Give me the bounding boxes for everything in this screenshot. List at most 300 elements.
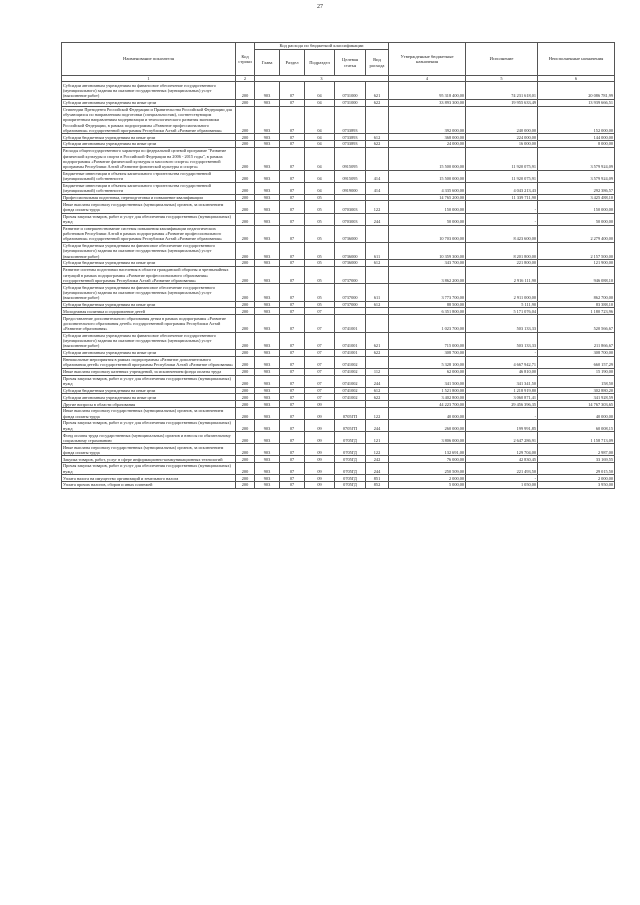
row-glava: 903 [255, 368, 280, 375]
row-approved: 308 700,00 [389, 349, 466, 356]
row-name: Уплата налога на имущество организаций и земельного налога [62, 475, 236, 482]
row-razdel: 07 [280, 444, 305, 456]
row-razdel: 07 [280, 301, 305, 308]
row-approved: 76 000,00 [389, 456, 466, 463]
row-approved: 44 223 700,00 [389, 401, 466, 408]
row-target [335, 308, 366, 315]
row-approved: 50 000,00 [389, 213, 466, 225]
row-razdel: 07 [280, 332, 305, 349]
table-row [62, 182, 615, 194]
row-podrazdel: 04 [305, 82, 335, 99]
row-razdel: 07 [280, 170, 305, 182]
row-code: 200 [236, 301, 255, 308]
row-vid: 112 [366, 368, 389, 375]
row-glava: 903 [255, 201, 280, 213]
row-vid [366, 315, 389, 332]
table-row [62, 444, 615, 456]
row-glava: 903 [255, 375, 280, 387]
row-target: 0737000 [335, 267, 366, 284]
row-exec: 1 050,00 [466, 482, 538, 489]
row-razdel: 07 [280, 242, 305, 259]
table-row [62, 420, 615, 432]
row-glava: 903 [255, 99, 280, 106]
row-code: 200 [236, 267, 255, 284]
row-approved: 150 000,00 [389, 201, 466, 213]
table-row [62, 267, 615, 284]
row-vid: 244 [366, 213, 389, 225]
row-target: 0705ГД [335, 444, 366, 456]
row-podrazdel: 05 [305, 267, 335, 284]
row-name: Субсидии бюджетным учреждениям на иные цели [62, 301, 236, 308]
row-vid: 621 [366, 332, 389, 349]
row-name: Прочая закупка товаров, работ и услуг для обеспечения государственных (муниципальных) нужд [62, 463, 236, 475]
row-podrazdel: 04 [305, 134, 335, 141]
row-glava: 903 [255, 420, 280, 432]
row-vid: 852 [366, 482, 389, 489]
row-unexec: 520 566,67 [538, 315, 615, 332]
row-name: Профессиональная подготовка, переподготовка и повышение квалификации [62, 194, 236, 201]
row-target [335, 401, 366, 408]
row-razdel: 07 [280, 308, 305, 315]
row-podrazdel: 07 [305, 308, 335, 315]
row-unexec: 15 190,00 [538, 368, 615, 375]
table-row [62, 456, 615, 463]
header-podrazdel: Подраздел [305, 50, 335, 76]
header-razdel: Раздел [280, 50, 305, 76]
row-vid: 414 [366, 170, 389, 182]
row-target: 0737000 [335, 301, 366, 308]
row-approved: 1 023 700,00 [389, 315, 466, 332]
row-glava: 903 [255, 284, 280, 301]
row-razdel: 07 [280, 408, 305, 420]
row-target: 0733893 [335, 106, 366, 134]
row-approved: 24 000,00 [389, 141, 466, 148]
row-target: 0731000 [335, 99, 366, 106]
row-exec: - [466, 475, 538, 482]
row-exec: 46 810,00 [466, 368, 538, 375]
row-podrazdel: 04 [305, 147, 335, 170]
row-glava: 903 [255, 213, 280, 225]
row-vid [366, 106, 389, 134]
table-row [62, 463, 615, 475]
row-glava: 903 [255, 182, 280, 194]
row-unexec: 150 000,00 [538, 201, 615, 213]
row-name: Предоставление дополнительного образования детям в рамках подпрограммы «Развитие дополнительного образования детей» государственной программы Республики Алтай «Развитие образования» [62, 315, 236, 332]
row-target: 0741002 [335, 356, 366, 368]
row-razdel: 07 [280, 401, 305, 408]
row-exec: 11 920 075,91 [466, 147, 538, 170]
row-razdel: 07 [280, 213, 305, 225]
table-row [62, 147, 615, 170]
row-target: 0703003 [335, 201, 366, 213]
row-approved: 88 500,00 [389, 301, 466, 308]
row-podrazdel: 04 [305, 141, 335, 148]
table-row [62, 99, 615, 106]
row-name: Прочая закупка товаров, работ и услуг для обеспечения государственных (муниципальных) нужд [62, 375, 236, 387]
col-number: 2 [236, 76, 255, 82]
table-row [62, 375, 615, 387]
row-approved: 341 500,00 [389, 375, 466, 387]
row-podrazdel: 09 [305, 408, 335, 420]
row-podrazdel: 09 [305, 475, 335, 482]
row-razdel: 07 [280, 432, 305, 444]
row-razdel: 07 [280, 260, 305, 267]
header-vid: Вид расхода [366, 50, 389, 76]
row-target: 0741001 [335, 315, 366, 332]
table-row [62, 482, 615, 489]
row-podrazdel: 05 [305, 242, 335, 259]
row-glava: 903 [255, 106, 280, 134]
row-approved: 1 521 800,00 [389, 387, 466, 394]
row-exec: 8 423 600,00 [466, 225, 538, 242]
row-unexec: 862 700,00 [538, 284, 615, 301]
row-code: 200 [236, 482, 255, 489]
table-row [62, 301, 615, 308]
row-glava: 903 [255, 456, 280, 463]
row-vid: 612 [366, 260, 389, 267]
row-vid: 122 [366, 201, 389, 213]
row-approved: 40 000,00 [389, 408, 466, 420]
row-glava: 903 [255, 432, 280, 444]
row-exec: - [466, 408, 538, 420]
row-glava: 903 [255, 308, 280, 315]
row-podrazdel: 09 [305, 482, 335, 489]
row-approved: 2 000,00 [389, 475, 466, 482]
row-glava: 903 [255, 349, 280, 356]
row-code: 200 [236, 420, 255, 432]
row-target: 0736000 [335, 260, 366, 267]
row-exec: - [466, 349, 538, 356]
row-unexec: 292 386,57 [538, 182, 615, 194]
row-target: 0705ГД [335, 456, 366, 463]
row-code: 200 [236, 315, 255, 332]
row-code: 200 [236, 394, 255, 401]
col-number: 6 [538, 76, 615, 82]
row-exec: 5 111,90 [466, 301, 538, 308]
row-approved: 368 000,00 [389, 134, 466, 141]
row-target: 0919000 [335, 182, 366, 194]
row-vid: 414 [366, 182, 389, 194]
row-exec: 221 800,00 [466, 260, 538, 267]
row-unexec: 211 866,67 [538, 332, 615, 349]
row-unexec: 13 939 666,51 [538, 99, 615, 106]
row-name: Иные выплаты персоналу государственных (муниципальных) органов, за исключением фонда оплаты труда [62, 201, 236, 213]
row-podrazdel: 07 [305, 394, 335, 401]
row-target: 0731000 [335, 82, 366, 99]
row-target: 0915095 [335, 170, 366, 182]
row-exec: 3 060 871,41 [466, 394, 538, 401]
row-approved: 15 500 000,00 [389, 170, 466, 182]
row-approved: 5 328 100,00 [389, 356, 466, 368]
row-exec: 42 830,45 [466, 456, 538, 463]
row-approved: 62 000,00 [389, 368, 466, 375]
row-name: Бюджетные инвестиции в объекты капитального строительства государственной (муниципальной) собственности [62, 170, 236, 182]
row-target: 0736000 [335, 225, 366, 242]
row-exec: - [466, 213, 538, 225]
table-row [62, 368, 615, 375]
row-glava: 903 [255, 301, 280, 308]
row-approved: 132 691,00 [389, 444, 466, 456]
row-exec: 2 911 000,00 [466, 284, 538, 301]
row-vid: 122 [366, 408, 389, 420]
row-approved: 10 703 000,00 [389, 225, 466, 242]
table-row [62, 260, 615, 267]
row-code: 200 [236, 387, 255, 394]
row-code: 200 [236, 225, 255, 242]
row-exec: 1 218 919,80 [466, 387, 538, 394]
row-vid: 244 [366, 420, 389, 432]
row-vid: 121 [366, 432, 389, 444]
row-razdel: 07 [280, 141, 305, 148]
row-glava: 903 [255, 482, 280, 489]
row-unexec: 33 169,55 [538, 456, 615, 463]
row-code: 200 [236, 408, 255, 420]
row-approved: 95 318 400,00 [389, 82, 466, 99]
table-row [62, 475, 615, 482]
row-code: 200 [236, 444, 255, 456]
row-razdel: 07 [280, 475, 305, 482]
row-podrazdel: 09 [305, 432, 335, 444]
header-class-group: Код расхода по бюджетной классификации [255, 43, 389, 50]
row-name: Другие вопросы в области образования [62, 401, 236, 408]
table-row [62, 387, 615, 394]
table-row [62, 356, 615, 368]
row-code: 200 [236, 308, 255, 315]
row-vid: 611 [366, 284, 389, 301]
header-approved: Утвержденные бюджетные назначения [389, 43, 466, 76]
table-row [62, 134, 615, 141]
row-name: Субсидии бюджетным учреждениям на иные цели [62, 387, 236, 394]
row-unexec: 2 000,00 [538, 475, 615, 482]
header-target: Целевая статья [335, 50, 366, 76]
row-name: Субсидии бюджетным учреждениям на иные цели [62, 260, 236, 267]
row-approved: 715 000,00 [389, 332, 466, 349]
row-exec: 503 133,33 [466, 315, 538, 332]
row-code: 200 [236, 82, 255, 99]
row-code: 200 [236, 401, 255, 408]
row-unexec: 660 157,29 [538, 356, 615, 368]
row-podrazdel: 09 [305, 420, 335, 432]
row-glava: 903 [255, 444, 280, 456]
row-glava: 903 [255, 356, 280, 368]
row-glava: 903 [255, 332, 280, 349]
row-code: 200 [236, 375, 255, 387]
row-podrazdel: 07 [305, 356, 335, 368]
row-target: 0741001 [335, 332, 366, 349]
row-code: 200 [236, 141, 255, 148]
row-exec: 224 000,00 [466, 134, 538, 141]
row-target: 0705ГД [335, 432, 366, 444]
row-glava: 903 [255, 194, 280, 201]
row-vid: 122 [366, 444, 389, 456]
row-name: Закупка товаров, работ, услуг в сфере информационно-коммуникационных технологий [62, 456, 236, 463]
row-glava: 903 [255, 267, 280, 284]
header-unexec: Неисполненные назначения [538, 43, 615, 76]
row-razdel: 07 [280, 356, 305, 368]
row-vid: 612 [366, 387, 389, 394]
row-razdel: 07 [280, 349, 305, 356]
row-unexec: 3 579 924,09 [538, 170, 615, 182]
row-target: 0703003 [335, 213, 366, 225]
row-glava: 903 [255, 315, 280, 332]
table-row [62, 308, 615, 315]
row-name: Субсидии бюджетным учреждениям на финансовое обеспечение государственного (муниципального) задания на оказание государственных (муниципальных) услуг (выполнение работ) [62, 242, 236, 259]
row-name: Субсидии автономным учреждениям на иные цели [62, 394, 236, 401]
row-podrazdel: 09 [305, 444, 335, 456]
row-podrazdel: 07 [305, 368, 335, 375]
table-row [62, 284, 615, 301]
row-podrazdel: 05 [305, 213, 335, 225]
row-target: 0741002 [335, 387, 366, 394]
row-code: 200 [236, 368, 255, 375]
row-podrazdel: 07 [305, 349, 335, 356]
row-vid [366, 267, 389, 284]
row-exec: 221 493,50 [466, 463, 538, 475]
row-exec: 129 704,00 [466, 444, 538, 456]
table-row [62, 332, 615, 349]
row-podrazdel: 05 [305, 284, 335, 301]
row-code: 200 [236, 99, 255, 106]
row-name: Уплата прочих налогов, сборов и иных платежей [62, 482, 236, 489]
col-number: 5 [466, 76, 538, 82]
table-row [62, 170, 615, 182]
row-razdel: 07 [280, 394, 305, 401]
row-vid: 242 [366, 456, 389, 463]
row-vid [366, 225, 389, 242]
row-target: 0705ГП [335, 420, 366, 432]
row-approved: 4 335 600,00 [389, 182, 466, 194]
row-vid: 244 [366, 375, 389, 387]
row-unexec: 8 000,00 [538, 141, 615, 148]
row-target: 0736000 [335, 242, 366, 259]
table-row [62, 194, 615, 201]
row-exec: 240 000,00 [466, 106, 538, 134]
row-glava: 903 [255, 394, 280, 401]
row-unexec: 946 088,10 [538, 267, 615, 284]
table-row [62, 394, 615, 401]
row-exec: - [466, 201, 538, 213]
row-podrazdel: 09 [305, 463, 335, 475]
row-unexec: 20 086 781,99 [538, 82, 615, 99]
row-target: 0737000 [335, 284, 366, 301]
row-podrazdel: 07 [305, 387, 335, 394]
row-name: Расходы общегосударственного характера по федеральной целевой программе "Развитие физической культуры и спорта в Российской Федерации на 2006 - 2015 годы", в рамках подпрограммы «Развитие физической культуры и массового спорта» государственной программы Республики Алтай «Развитие физической культуры и спорта» [62, 147, 236, 170]
row-target: 0915095 [335, 147, 366, 170]
row-exec: 19 955 633,49 [466, 99, 538, 106]
row-unexec: 121 900,00 [538, 260, 615, 267]
row-code: 200 [236, 349, 255, 356]
row-unexec: 302 880,20 [538, 387, 615, 394]
row-name: Субсидии автономным учреждениям на иные цели [62, 349, 236, 356]
row-code: 200 [236, 260, 255, 267]
header-row-code: Код строки [236, 43, 255, 76]
row-podrazdel: 04 [305, 99, 335, 106]
row-target: 0705ГД [335, 463, 366, 475]
row-approved: 3 862 200,00 [389, 267, 466, 284]
row-podrazdel: 05 [305, 260, 335, 267]
row-razdel: 07 [280, 182, 305, 194]
row-vid: 851 [366, 475, 389, 482]
row-razdel: 07 [280, 134, 305, 141]
row-code: 200 [236, 284, 255, 301]
row-code: 200 [236, 213, 255, 225]
row-razdel: 07 [280, 82, 305, 99]
row-glava: 903 [255, 147, 280, 170]
row-razdel: 07 [280, 267, 305, 284]
row-unexec: 2 157 500,00 [538, 242, 615, 259]
row-target: 0705ГД [335, 475, 366, 482]
row-vid [366, 401, 389, 408]
row-approved: 33 893 300,00 [389, 99, 466, 106]
row-exec: 29 456 396,35 [466, 401, 538, 408]
row-razdel: 07 [280, 387, 305, 394]
row-approved: 3 806 000,00 [389, 432, 466, 444]
row-target: 0741002 [335, 375, 366, 387]
row-name: Развитие и совершенствование системы повышения квалификации педагогических работников Республики Алтай в рамках подпрограммы «Развитие профессионального образования» государственной программы Республики Алтай «Развитие образования» [62, 225, 236, 242]
row-razdel: 07 [280, 106, 305, 134]
table-row [62, 408, 615, 420]
row-razdel: 07 [280, 284, 305, 301]
row-code: 200 [236, 170, 255, 182]
table-row [62, 82, 615, 99]
row-glava: 903 [255, 134, 280, 141]
row-name: Иные выплаты персоналу казенных учреждений, за исключением фонда оплаты труда [62, 368, 236, 375]
row-razdel: 07 [280, 315, 305, 332]
row-glava: 903 [255, 141, 280, 148]
row-glava: 903 [255, 408, 280, 420]
row-approved: 392 000,00 [389, 106, 466, 134]
row-exec: 5 171 076,04 [466, 308, 538, 315]
table-row [62, 315, 615, 332]
row-name: Стипендии Президента Российской Федерации и Правительства Российской Федерации для обучающихся по направлениям подготовки (специальностям), соответствующим приоритетным направлениям модернизации и технологического развития экономики Российской Федерации, в рамках подпрограммы «Развитие профессионального образования» государственной программы Республики Алтай «Развитие образования» [62, 106, 236, 134]
row-glava: 903 [255, 463, 280, 475]
row-approved: 6 351 800,00 [389, 308, 466, 315]
row-exec: 74 231 618,01 [466, 82, 538, 99]
row-podrazdel: 07 [305, 375, 335, 387]
row-exec: 503 133,33 [466, 332, 538, 349]
row-glava: 903 [255, 475, 280, 482]
row-code: 200 [236, 201, 255, 213]
row-vid [366, 147, 389, 170]
table-row [62, 432, 615, 444]
row-unexec: 3 425 488,10 [538, 194, 615, 201]
row-approved: 250 509,00 [389, 463, 466, 475]
row-target: 0705ГД [335, 482, 366, 489]
row-podrazdel: 05 [305, 301, 335, 308]
row-target: 0741002 [335, 394, 366, 401]
row-glava: 903 [255, 82, 280, 99]
row-podrazdel: 04 [305, 182, 335, 194]
row-exec: 11 339 711,90 [466, 194, 538, 201]
row-target: 0741002 [335, 368, 366, 375]
row-target: 0733893 [335, 141, 366, 148]
row-name: Прочая закупка товаров, работ и услуг для обеспечения государственных (муниципальных) нужд [62, 213, 236, 225]
page-number: 27 [317, 4, 323, 10]
table-row [62, 225, 615, 242]
row-razdel: 07 [280, 482, 305, 489]
row-unexec: 341 928,59 [538, 394, 615, 401]
row-code: 200 [236, 332, 255, 349]
row-podrazdel: 05 [305, 194, 335, 201]
row-code: 200 [236, 134, 255, 141]
row-vid: 622 [366, 349, 389, 356]
row-vid: 244 [366, 463, 389, 475]
row-razdel: 07 [280, 99, 305, 106]
row-unexec: 152 000,00 [538, 106, 615, 134]
row-exec: 341 341,50 [466, 375, 538, 387]
row-unexec: 144 000,00 [538, 134, 615, 141]
row-name: Фонд оплаты труда государственных (муниципальных) органов и взносы по обязательному социальному страхованию [62, 432, 236, 444]
